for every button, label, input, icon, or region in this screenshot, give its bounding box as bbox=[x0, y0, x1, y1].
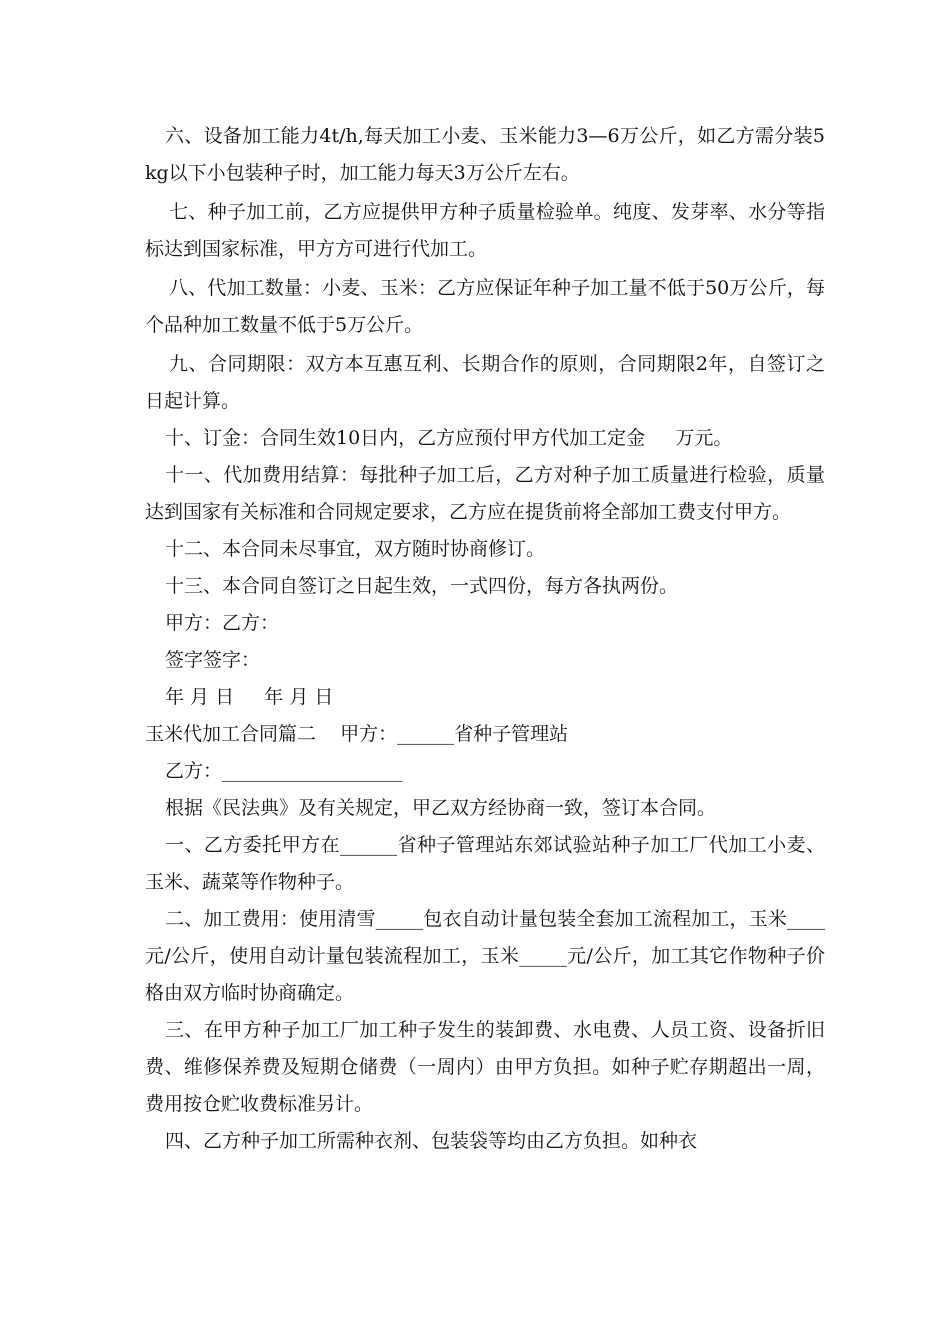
section2-clause-1: 一、乙方委托甲方在______省种子管理站东郊试验站种子加工厂代加工小麦、玉米、蔬菜等作物种子。 bbox=[145, 834, 825, 893]
clause-10: 十、订金：合同生效10日内，乙方应预付甲方代加工定金 万元。 bbox=[165, 427, 733, 449]
clause-6: 六、设备加工能力4t/h,每天加工小麦、玉米能力3—6万公斤，如乙方需分装5kg以下小包装种子时，加工能力每天3万公斤左右。 bbox=[145, 125, 825, 184]
section2-clause-2: 二、加工费用：使用清雪_____包衣自动计量包装全套加工流程加工，玉米____元/公斤，使用自动计量包装流程加工，玉米_____元/公斤，加工其它作物种子价格由双方临时协商确定。 bbox=[145, 908, 825, 1004]
section2-party-b: 乙方：___________________ bbox=[165, 760, 403, 782]
section2-clause-3: 三、在甲方种子加工厂加工种子发生的装卸费、水电费、人员工资、设备折旧费、维修保养费及短期仓储费（一周内）由甲方负担。如种子贮存期超出一周，费用按仓贮收费标准另计。 bbox=[145, 1019, 825, 1115]
clause-11: 十一、代加费用结算：每批种子加工后，乙方对种子加工质量进行检验，质量达到国家有关标准和合同规定要求，乙方应在提货前将全部加工费支付甲方。 bbox=[145, 464, 825, 523]
section2-clause-4: 四、乙方种子加工所需种衣剂、包装袋等均由乙方负担。如种衣 bbox=[165, 1130, 698, 1152]
clause-12: 十二、本合同未尽事宜，双方随时协商修订。 bbox=[165, 538, 546, 560]
document-body bbox=[145, 118, 825, 1160]
section2-intro: 根据《民法典》及有关规定，甲乙双方经协商一致，签订本合同。 bbox=[165, 797, 717, 819]
clause-9: 九、合同期限：双方本互惠互利、长期合作的原则，合同期限2年，自签订之日起计算。 bbox=[145, 353, 825, 412]
signature-date: 年 月 日 年 月 日 bbox=[165, 686, 334, 708]
clause-8: 八、代加工数量：小麦、玉米：乙方应保证年种子加工量不低于50万公斤，每个品种加工数量不低于5万公斤。 bbox=[145, 277, 825, 336]
clause-7: 七、种子加工前，乙方应提供甲方种子质量检验单。纯度、发芽率、水分等指标达到国家标准，甲方方可进行代加工。 bbox=[145, 201, 825, 260]
clause-13: 十三、本合同自签订之日起生效，一式四份，每方各执两份。 bbox=[165, 575, 679, 597]
signature-parties: 甲方：乙方： bbox=[165, 612, 280, 634]
signature-sign: 签字签字： bbox=[165, 649, 261, 671]
section2-heading: 玉米代加工合同篇二 甲方：______省种子管理站 bbox=[145, 723, 569, 745]
